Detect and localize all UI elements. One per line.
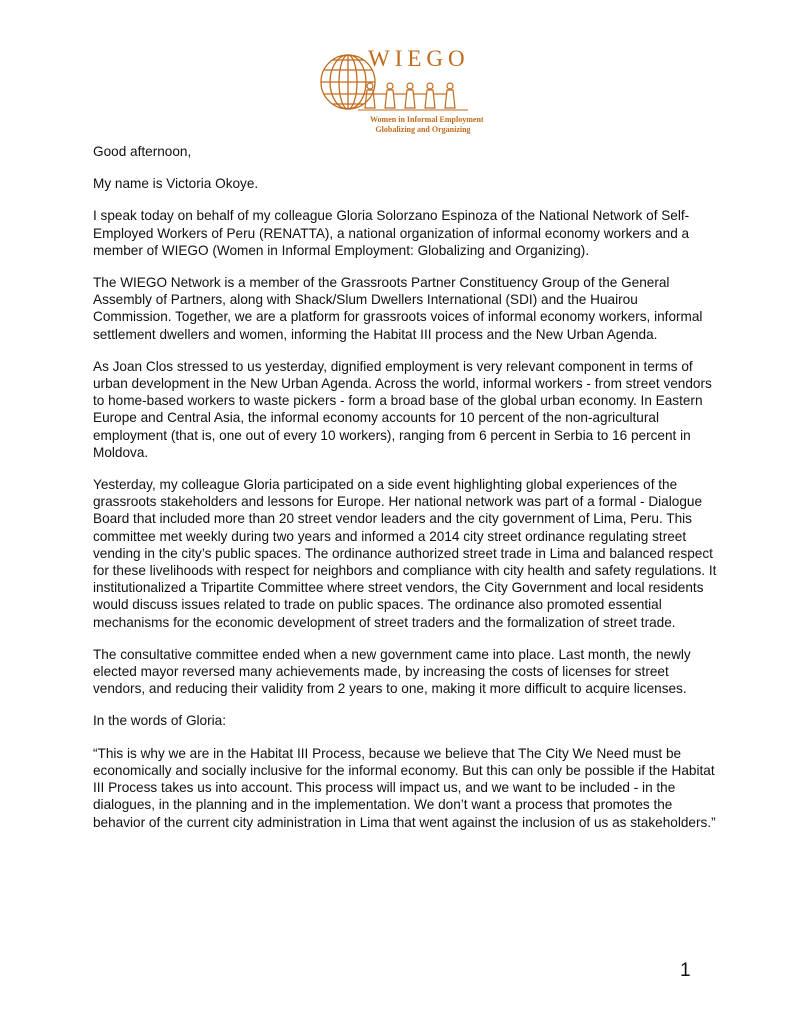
paragraph: I speak today on behalf of my colleague Gloria Solorzano Espinoza of the National Network of Self-Employed Workers of Peru (RENATTA), a national organization of informal economy workers and a member of WIEGO (Women in Informal Employment: Globalizing and Organizing). <box>93 208 690 258</box>
logo-wordmark: WIEGO <box>368 46 470 71</box>
page-number: 1 <box>680 960 691 981</box>
paragraph: The WIEGO Network is a member of the Grassroots Partner Constituency Group of the General Assembly of Partners, along with Shack/Slum Dwellers International (SDI) and the Huairou Commission. Together, we are a platform for grassroots voices of informal economy workers, informal settlement dwellers and women, informing the Habitat III process and the New Urban Agenda. <box>93 275 703 342</box>
wiego-logo <box>318 46 484 140</box>
paragraph: In the words of Gloria: <box>93 713 226 729</box>
logo-tagline-line2: Globalizing and Organizing <box>375 125 471 134</box>
greeting: Good afternoon, <box>93 144 192 159</box>
paragraph: As Joan Clos stressed to us yesterday, dignified employment is very relevant component in terms of urban development in the New Urban Agenda. Across the world, informal workers - from street vendors to home-based workers to waste pickers - form a broad base of the global urban economy. In Eastern Europe and Central Asia, the informal economy accounts for 10 percent of the non-agricultural employment (that is, one out of every 10 workers), ranging from 6 percent in Serbia to 16 percent in Moldova. <box>93 358 712 460</box>
logo-tagline-line1: Women in Informal Employment <box>370 115 484 124</box>
introduction: My name is Victoria Okoye. <box>93 176 259 192</box>
document-body <box>93 143 718 846</box>
quote-paragraph: “This is why we are in the Habitat III Process, because we believe that The City We Need must be economically and socially inclusive for the informal economy. But this can only be possible if the Habitat III Process takes us into account. This process will impact us, and we want to be included - in the dialogues, in the planning and in the implementation. We don’t want a process that promotes the behavior of the current city administration in Lima that went against the inclusion of us as stakeholders.” <box>93 745 716 830</box>
paragraph: Yesterday, my colleague Gloria participated on a side event highlighting global experiences of the grassroots stakeholders and lessons for Europe. Her national network was part of a formal - Dialogue Board that included more than 20 street vendor leaders and the city government of Lima, Peru. This committee met weekly during two years and informed a 2014 city street ordinance regulating street vending in the city’s public spaces. The ordinance authorized street trade in Lima and balanced respect for these livelihoods with respect for neighbors and compliance with city health and safety regulations. It institutionalized a Tripartite Committee where street vendors, the City Government and local residents would discuss issues related to trade on public spaces. The ordinance also promoted essential mechanisms for the economic development of street traders and the formalization of street trade. <box>93 477 717 630</box>
paragraph: The consultative committee ended when a new government came into place. Last month, the newly elected mayor reversed many achievements made, by increasing the costs of licenses for street vendors, and reducing their validity from 2 years to one, making it more difficult to acquire licenses. <box>93 646 691 697</box>
